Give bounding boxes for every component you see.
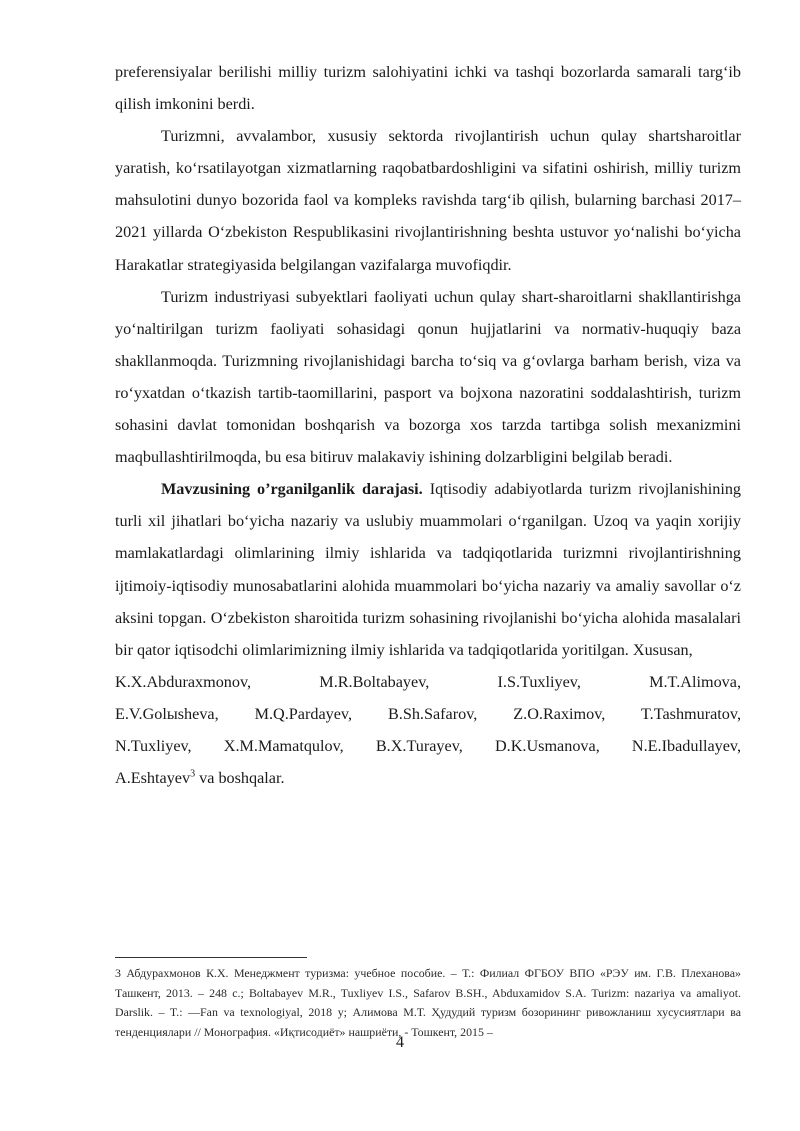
author-names-line-1: K.X.Abduraxmonov, M.R.Boltabayev, I.S.Tuxliyev, M.T.Alimova, bbox=[115, 672, 741, 691]
footnote-text: 3 Абдурахмонов К.Х. Менеджмент туризма: учебное пособие. – Т.: Филиал ФГБОУ ВПО «РЭУ им. Г.В. Плеханова» Ташкент, 2013. – 248 с.; Boltabayev M.R., Tuxliyev I.S., Safarov B.SH., Abduxamidov S.A. Turizm: nazariya va amaliyot. Darslik. – T.: —Fan va texnologiyal, 2018 y; Алимова М.Т. Ҳудудий туризм бозорининг ривожланиш хусусиятлари ва тенденциялари // Монография. «Иқтисодиёт» нашриёти, - Тошкент, 2015 – bbox=[115, 966, 741, 1039]
last-author-name: A.Eshtayev bbox=[115, 769, 191, 788]
paragraph-tourism-industry: Turizm industriyasi subyektlari faoliyati uchun qulay shart-sharoitlarni shakllantirishga yo‘naltirilgan turizm faoliyati sohasidagi qonun hujjatlarini va normativ-huquqiy baza shakllanmoqda. Turizmning rivojlanishidagi barcha to‘siq va g‘ovlarga barham berish, viza va ro‘yxatdan o‘tkazish tartib-taomillarini, pasport va bojxona nazoratini soddalashtirish, turizm sohasini davlat tomonidan boshqarish va bozorga xos tarzda tartibga solish mexanizmini maqbullashtirilmoqda, bu esa bitiruv malakaviy ishining dolzarbligini belgilab beradi. bbox=[115, 287, 741, 467]
author-names-line-2: E.V.Golыsheva, M.Q.Pardayev, B.Sh.Safarov, Z.O.Raximov, T.Tashmuratov, bbox=[115, 704, 741, 723]
paragraph-continuation: preferensiyalar berilishi milliy turizm salohiyatini ichki va tashqi bozorlarda samarali targ‘ib qilish imkonini berdi. bbox=[115, 63, 741, 114]
footnote-separator bbox=[115, 957, 307, 958]
footnote-reference[interactable]: 3 bbox=[190, 768, 196, 780]
paragraph-study-level bbox=[115, 473, 741, 666]
paragraph-tail: va boshqalar. bbox=[195, 769, 285, 788]
author-names-last-line bbox=[115, 762, 741, 794]
page-number: 4 bbox=[396, 1034, 404, 1051]
document-body bbox=[115, 56, 741, 794]
section-heading: Mavzusining o’rganilganlik darajasi. bbox=[161, 480, 423, 499]
paragraph-study-level-text: Iqtisodiy adabiyotlarda turizm rivojlanishining turli xil jihatlari bo‘yicha nazariy va uslubiy muammolari o‘rganilgan. Uzoq va yaqin xorijiy mamlakatlardagi olimlarining ilmiy ishlarida va tadqiqotlarida turizmni rivojlantirishning ijtimoiy-iqtisodiy munosabatlarini alohida muammolari bo‘yicha nazariy va amaliy savollar o‘z aksini topgan. O‘zbekiston sharoitida turizm sohasining rivojlanishi bo‘yicha alohida masalalari bir qator iqtisodchi olimlarimizning ilmiy ishlarida va tadqiqotlarida yoritilgan. Xususan, bbox=[115, 480, 742, 659]
author-names-line-3: N.Tuxliyev, X.M.Mamatqulov, B.X.Turayev, D.K.Usmanova, N.E.Ibadullayev, bbox=[115, 736, 741, 755]
paragraph-tourism-development: Turizmni, avvalambor, xususiy sektorda rivojlantirish uchun qulay shartsharoitlar yaratish, ko‘rsatilayotgan xizmatlarning raqobatbardoshligini va sifatini oshirish, milliy turizm mahsulotini dunyo bozorida faol va kompleks ravishda targ‘ib qilish, bularning barchasi 2017–2021 yillarda O‘zbekiston Respublikasini rivojlantirishning beshta ustuvor yo‘nalishi bo‘yicha Harakatlar strategiyasida belgilangan vazifalarga muvofiqdir. bbox=[115, 127, 741, 274]
